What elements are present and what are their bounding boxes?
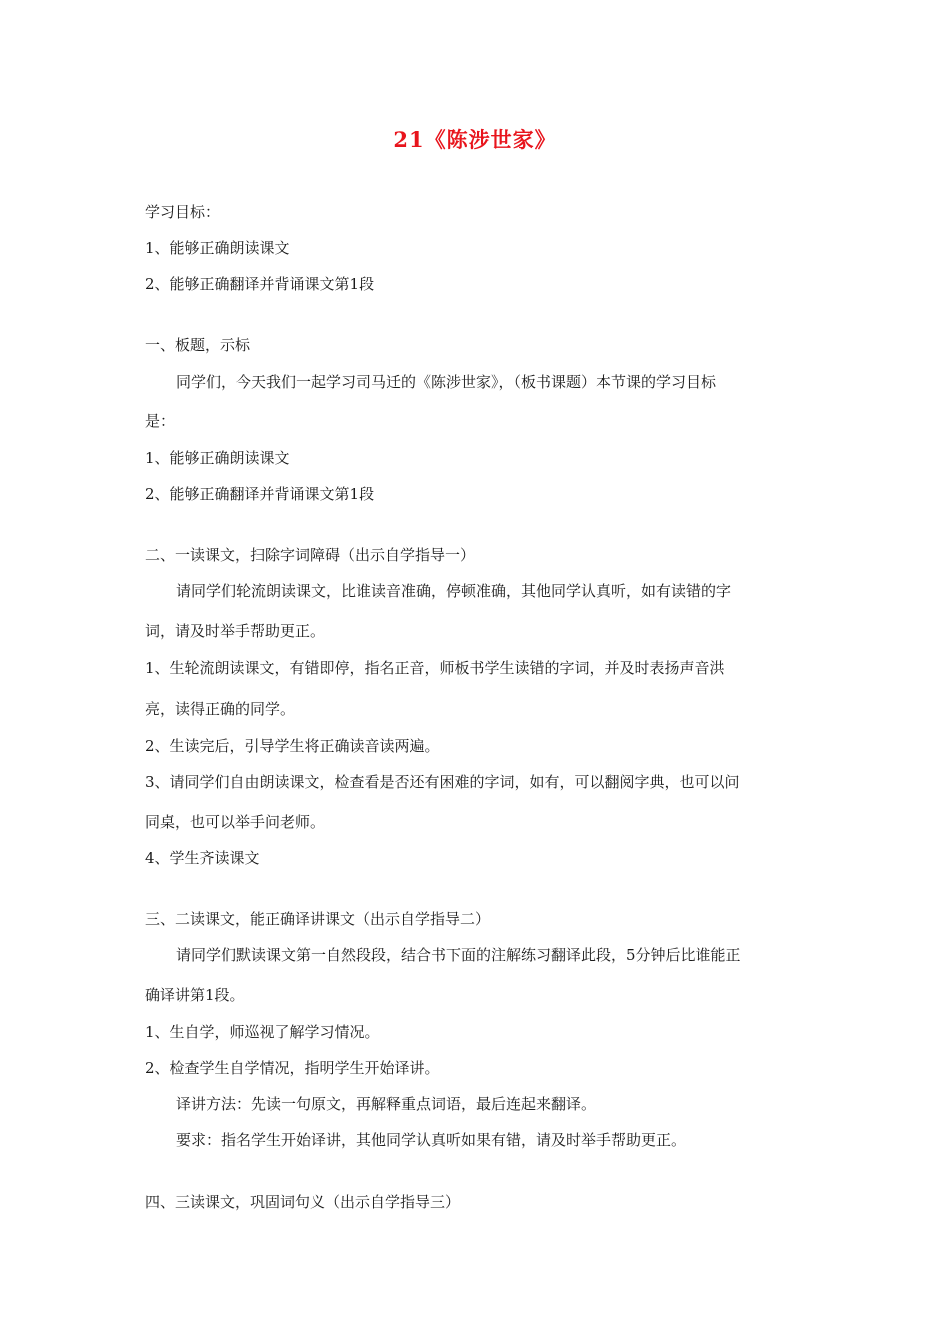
text-line: 要求：指名学生开始译讲，其他同学认真听如果有错，请及时举手帮助更正。 [176,1131,687,1149]
section-heading: 三、二读课文，能正确译讲课文（出示自学指导二） [145,910,491,928]
paragraph-line: 同学们，今天我们一起学习司马迁的《陈涉世家》，（板书课题）本节课的学习目标 [176,373,717,391]
text-line: 1、生轮流朗读课文，有错即停，指名正音，师板书学生读错的字词，并及时表扬声音洪 [145,659,725,677]
text-line: 学习目标： [145,203,221,221]
section-heading: 二、一读课文，扫除字词障碍（出示自学指导一） [145,546,476,564]
text-line: 1、生自学，师巡视了解学习情况。 [145,1023,380,1041]
text-line: 亮，读得正确的同学。 [145,700,296,718]
paragraph-line: 是： [145,412,176,430]
text-line: 2、能够正确翻译并背诵课文第1段 [145,485,375,503]
paragraph-line: 词，请及时举手帮助更正。 [145,622,326,640]
paragraph-line: 确译讲第1段。 [145,986,245,1004]
paragraph-line: 请同学们轮流朗读课文，比谁读音准确，停顿准确，其他同学认真听，如有读错的字 [176,582,732,600]
paragraph-line: 请同学们默读课文第一自然段段，结合书下面的注解练习翻译此段，5分钟后比谁能正 [176,946,741,964]
section-heading: 四、三读课文，巩固词句义（出示自学指导三） [145,1193,461,1211]
text-line: 2、检查学生自学情况，指明学生开始译讲。 [145,1059,440,1077]
text-line: 3、请同学们自由朗读课文，检查看是否还有困难的字词，如有，可以翻阅字典，也可以问 [145,773,740,791]
text-line: 4、学生齐读课文 [145,849,260,867]
text-line: 同桌，也可以举手问老师。 [145,813,326,831]
text-line: 1、能够正确朗读课文 [145,449,290,467]
text-line: 1、能够正确朗读课文 [145,239,290,257]
section-heading: 一、板题，示标 [145,336,251,354]
text-line: 2、生读完后，引导学生将正确读音读两遍。 [145,737,440,755]
document-title: 21《陈涉世家》 [393,127,557,152]
text-line: 2、能够正确翻译并背诵课文第1段 [145,275,375,293]
text-line: 译讲方法：先读一句原文，再解释重点词语，最后连起来翻译。 [176,1095,597,1113]
